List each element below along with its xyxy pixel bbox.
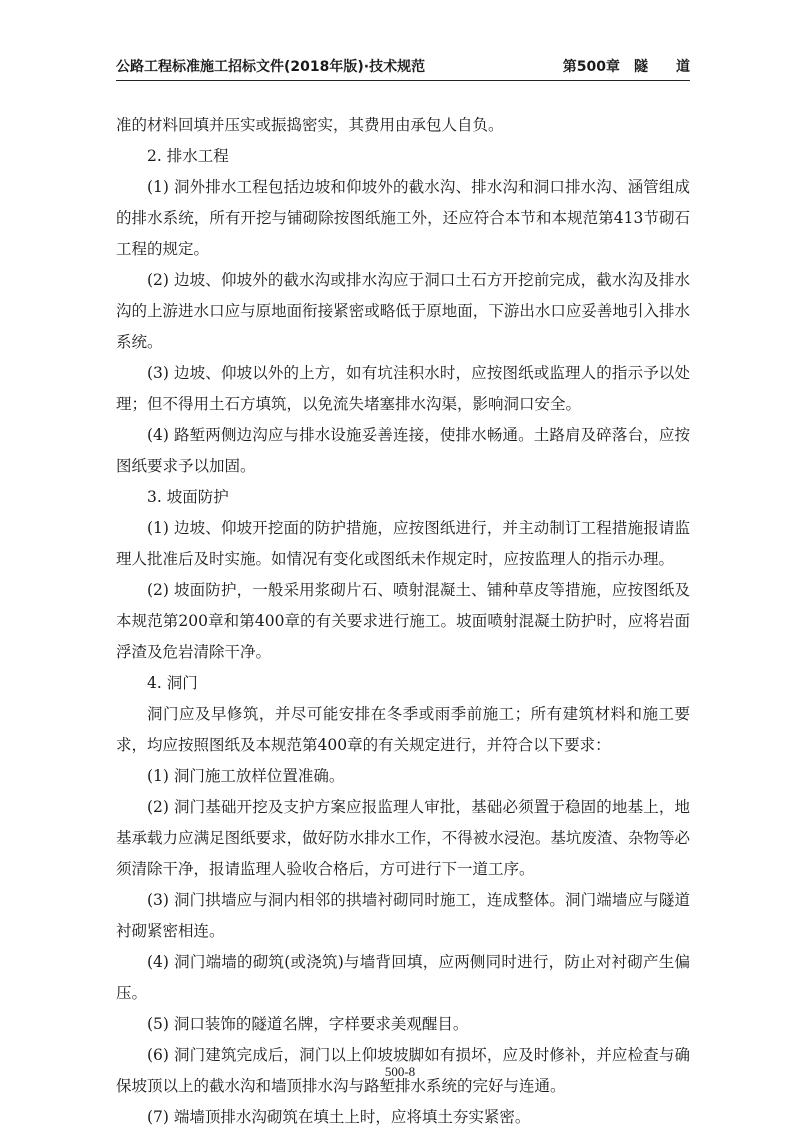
section-heading-drainage: 2. 排水工程 [147,147,229,165]
paragraph: 准的材料回填并压实或振捣密实，其费用由承包人自负。 [116,116,504,134]
document-title: 公路工程标准施工招标文件(2018年版)·技术规范 [116,59,426,75]
section-heading-portal: 4. 洞门 [147,674,198,692]
paragraph: (4) 洞门端墙的砌筑(或浇筑)与墙背回填，应两侧同时进行，防止对衬砌产生偏压。 [116,953,690,1002]
page-body [116,110,690,1133]
paragraph: (1) 边坡、仰坡开挖面的防护措施，应按图纸进行，并主动制订工程措施报请监理人批准后及时实施。如情况有变化或图纸未作规定时，应按监理人的指示办理。 [116,519,690,568]
paragraph: (5) 洞口装饰的隧道名牌，字样要求美观醒目。 [147,1015,469,1033]
paragraph: (2) 坡面防护，一般采用浆砌片石、喷射混凝土、铺种草皮等措施，应按图纸及本规范第200章和第400章的有关要求进行施工。坡面喷射混凝土防护时，应将岩面浮渣及危岩清除干净。 [116,581,690,661]
paragraph: (3) 洞门拱墙应与洞内相邻的拱墙衬砌同时施工，连成整体。洞门端墙应与隧道衬砌紧密相连。 [116,891,690,940]
paragraph: (2) 洞门基础开挖及支护方案应报监理人审批，基础必须置于稳固的地基上，地基承载力应满足图纸要求，做好防水排水工作，不得被水浸泡。基坑废渣、杂物等必须清除干净，报请监理人验收合格后，方可进行下一道工序。 [116,798,690,878]
paragraph: (1) 洞外排水工程包括边坡和仰坡外的截水沟、排水沟和洞口排水沟、涵管组成的排水系统，所有开挖与铺砌除按图纸施工外，还应符合本节和本规范第413节砌石工程的规定。 [116,178,690,258]
chapter-title-char-1: 隧 [634,59,648,75]
paragraph: (3) 边坡、仰坡以外的上方，如有坑洼积水时，应按图纸或监理人的指示予以处理；但不得用土石方填筑，以免流失堵塞排水沟渠，影响洞口安全。 [116,364,690,413]
section-heading-slope-protection: 3. 坡面防护 [147,488,229,506]
page-header [116,54,690,81]
page-number: 500-8 [384,1064,416,1079]
paragraph: (6) 洞门建筑完成后，洞门以上仰坡坡脚如有损坏，应及时修补，并应检查与确保坡顶以上的截水沟和墙顶排水沟与路堑排水系统的完好与连通。 [116,1046,690,1095]
paragraph: (2) 边坡、仰坡外的截水沟或排水沟应于洞口土石方开挖前完成，截水沟及排水沟的上游进水口应与原地面衔接紧密或略低于原地面，下游出水口应妥善地引入排水系统。 [116,271,690,351]
paragraph: (7) 端墙顶排水沟砌筑在填土上时，应将填土夯实紧密。 [147,1108,531,1126]
chapter-heading [563,56,690,76]
chapter-title-char-2: 道 [676,59,690,75]
chapter-number: 第500章 [562,59,620,75]
paragraph: (1) 洞门施工放样位置准确。 [147,767,345,785]
paragraph: (4) 路堑两侧边沟应与排水设施妥善连接，使排水畅通。土路肩及碎落台，应按图纸要求予以加固。 [116,426,690,475]
paragraph: 洞门应及早修筑，并尽可能安排在冬季或雨季前施工；所有建筑材料和施工要求，均应按照图纸及本规范第400章的有关规定进行，并符合以下要求： [116,705,690,754]
